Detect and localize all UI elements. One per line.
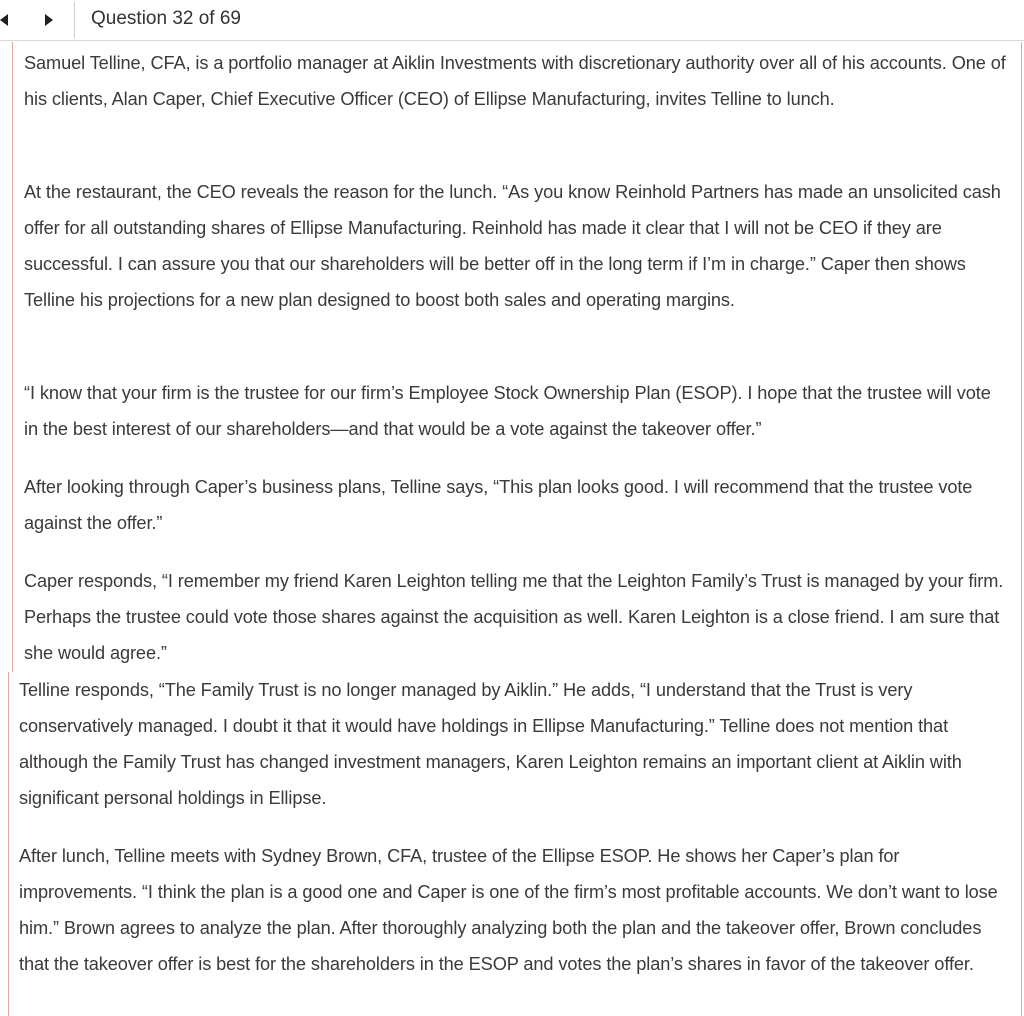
passage-paragraph-3: “I know that your firm is the trustee for our firm’s Employee Stock Ownership Plan (ESOP). I hope that the trustee will vote in the best interest of our shareholders—and that would be a vote against the takeover offer.” [24,383,991,439]
passage-panel-top [12,42,1022,672]
passage-paragraph-1: Samuel Telline, CFA, is a portfolio manager at Aiklin Investments with discretionary authority over all of his accounts. One of his clients, Alan Caper, Chief Executive Officer (CEO) of Ellipse Manufacturing, invites Telline to lunch. [24,53,1006,109]
header-divider [74,2,75,38]
passage-paragraph-4: After looking through Caper’s business plans, Telline says, “This plan looks good. I will recommend that the trustee vote against the offer.” [24,477,973,533]
passage-paragraph-6: Telline responds, “The Family Trust is no longer managed by Aiklin.” He adds, “I understand that the Trust is very conservatively managed. I doubt it that it would have holdings in Ellipse Manufacturing.” Telline does not mention that although the Family Trust has changed investment managers, Karen Leighton remains an important client at Aiklin with significant personal holdings in Ellipse. [19,680,962,808]
passage-panel-bottom [8,672,1022,1016]
passage-paragraph-2: At the restaurant, the CEO reveals the reason for the lunch. “As you know Reinhold Partners has made an unsolicited cash offer for all outstanding shares of Ellipse Manufacturing. Reinhold has made it clear that I will not be CEO if they are successful. I can assure you that our shareholders will be better off in the long term if I’m in charge.” Caper then shows Telline his projections for a new plan designed to boost both sales and operating margins. [24,182,1001,310]
passage-paragraph-7: After lunch, Telline meets with Sydney Brown, CFA, trustee of the Ellipse ESOP. He shows her Caper’s plan for improvements. “I think the plan is a good one and Caper is one of the firm’s most profitable accounts. We don’t want to lose him.” Brown agrees to analyze the plan. After thoroughly analyzing both the plan and the takeover offer, Brown concludes that the takeover offer is best for the shareholders in the ESOP and votes the plan’s shares in favor of the takeover offer. [19,846,998,974]
previous-question-button[interactable] [0,8,16,30]
question-header [0,0,1024,41]
next-question-button[interactable] [40,8,60,30]
passage-paragraph-5: Caper responds, “I remember my friend Karen Leighton telling me that the Leighton Family’s Trust is managed by your firm. Perhaps the trustee could vote those shares against the acquisition as well. Karen Leighton is a close friend. I am sure that she would agree.” [24,571,1004,663]
triangle-right-icon [45,14,53,26]
triangle-left-icon [0,14,8,26]
question-counter: Question 32 of 69 [91,8,241,29]
